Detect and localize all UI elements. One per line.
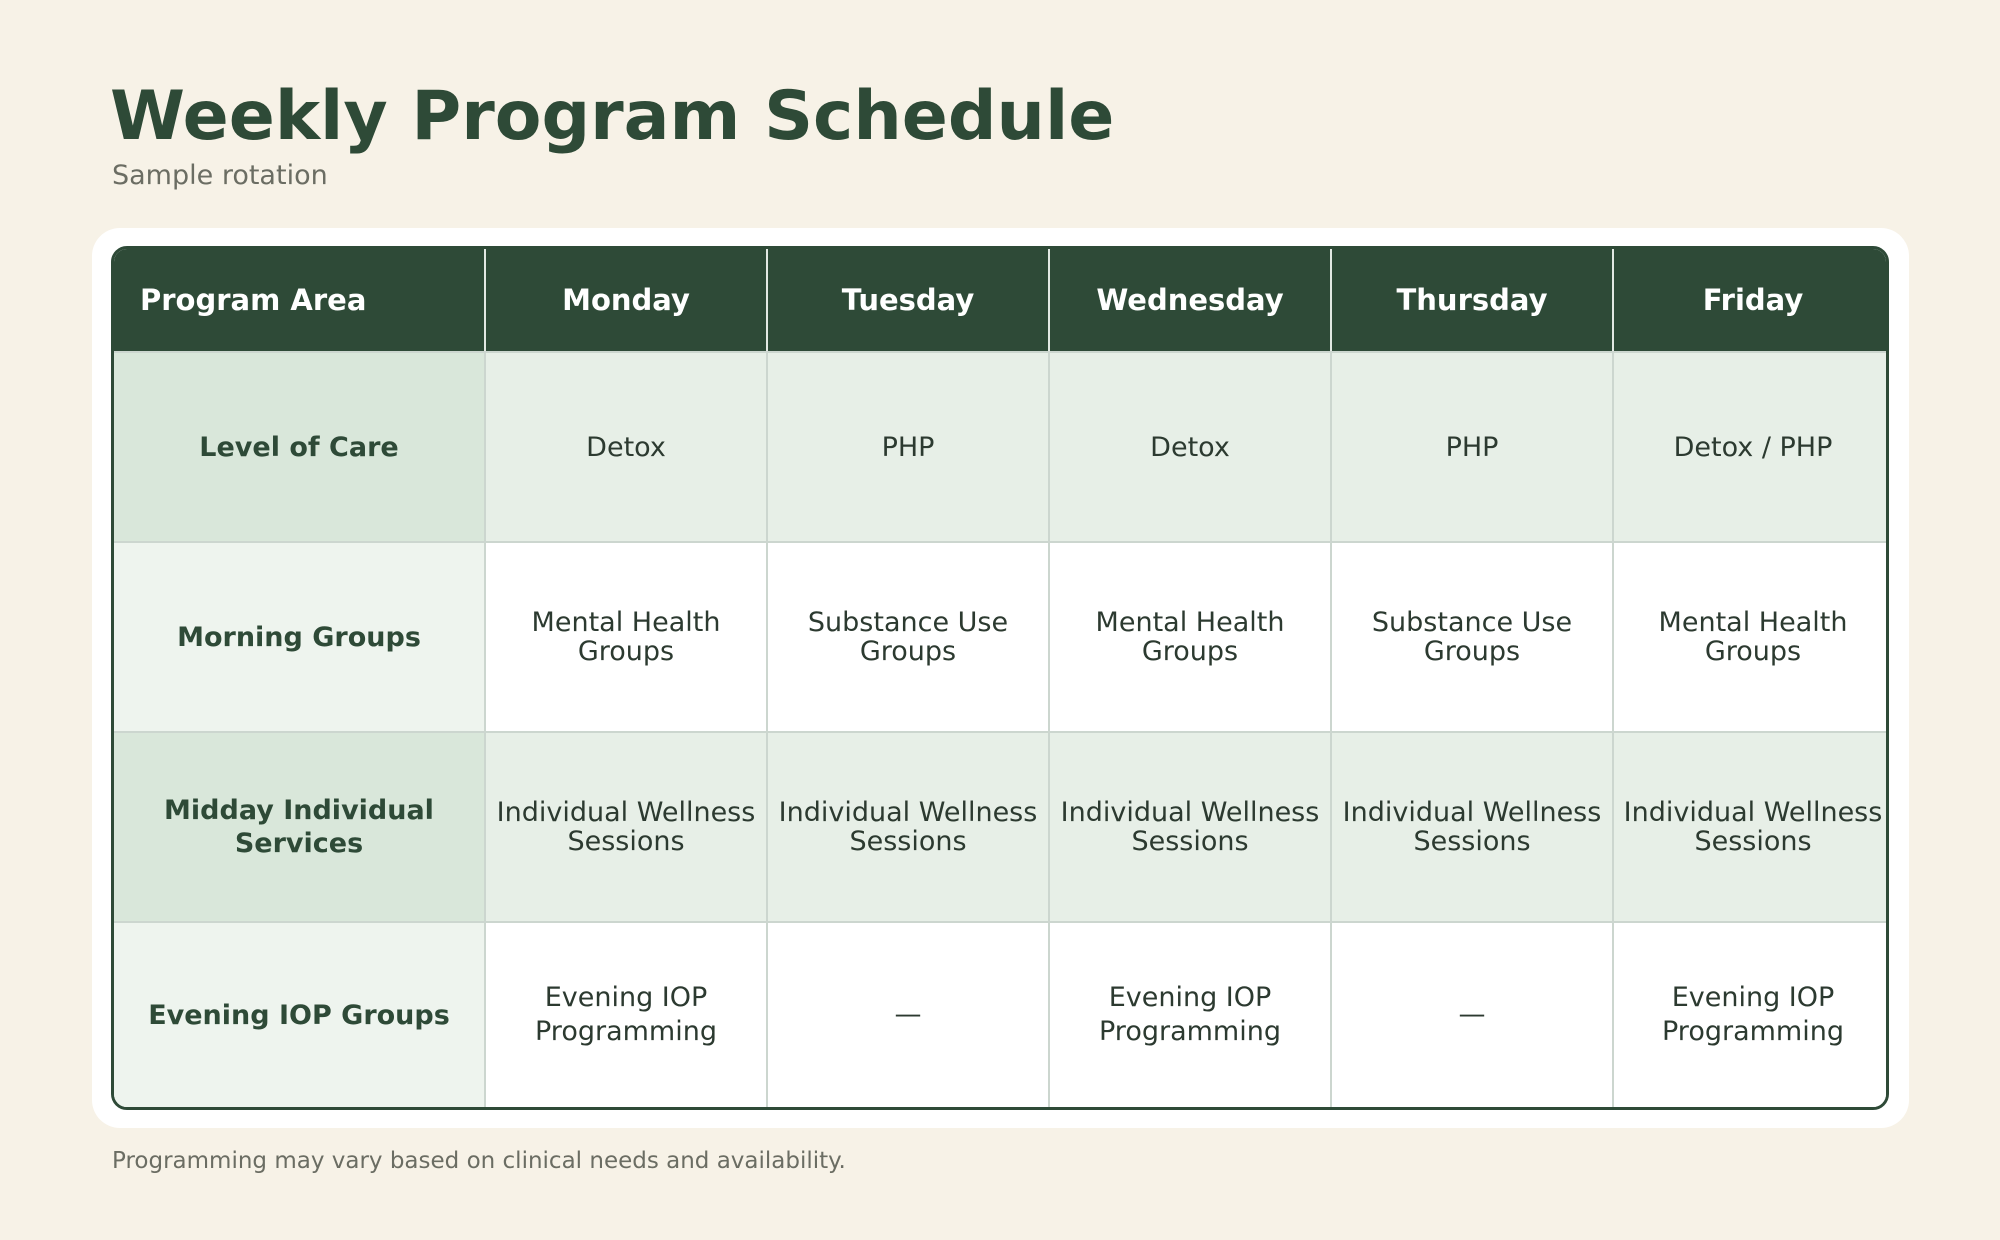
table-cell: Evening IOP Programming (1612, 921, 1889, 1107)
table-cell: — (1330, 921, 1612, 1107)
table-cell: Mental Health Groups (1048, 541, 1330, 731)
page-subtitle: Sample rotation (112, 160, 328, 191)
row-label: Level of Care (114, 351, 484, 541)
row-label: Morning Groups (114, 541, 484, 731)
table-cell: Evening IOP Programming (484, 921, 766, 1107)
table-cell: Detox (1048, 351, 1330, 541)
column-header-friday: Friday (1612, 249, 1889, 351)
table-cell: Individual Wellness Sessions (766, 731, 1048, 921)
column-header-thursday: Thursday (1330, 249, 1612, 351)
table-cell: Individual Wellness Sessions (1048, 731, 1330, 921)
table-cell: Detox (484, 351, 766, 541)
table-cell: Detox / PHP (1612, 351, 1889, 541)
table-cell: Mental Health Groups (484, 541, 766, 731)
footer-note: Programming may vary based on clinical needs and availability. (112, 1148, 846, 1174)
table-cell: Substance Use Groups (766, 541, 1048, 731)
table-cell: Individual Wellness Sessions (484, 731, 766, 921)
schedule-table (111, 246, 1889, 1110)
column-header-monday: Monday (484, 249, 766, 351)
table-cell: Individual Wellness Sessions (1612, 731, 1889, 921)
page-title: Weekly Program Schedule (110, 77, 1115, 156)
column-header-tuesday: Tuesday (766, 249, 1048, 351)
table-cell: — (766, 921, 1048, 1107)
table-cell: Individual Wellness Sessions (1330, 731, 1612, 921)
row-label: Midday Individual Services (114, 731, 484, 921)
table-cell: PHP (1330, 351, 1612, 541)
row-label: Evening IOP Groups (114, 921, 484, 1107)
table-cell: PHP (766, 351, 1048, 541)
table-cell: Substance Use Groups (1330, 541, 1612, 731)
column-header-wednesday: Wednesday (1048, 249, 1330, 351)
column-header-program-area: Program Area (114, 249, 484, 351)
table-cell: Evening IOP Programming (1048, 921, 1330, 1107)
table-cell: Mental Health Groups (1612, 541, 1889, 731)
